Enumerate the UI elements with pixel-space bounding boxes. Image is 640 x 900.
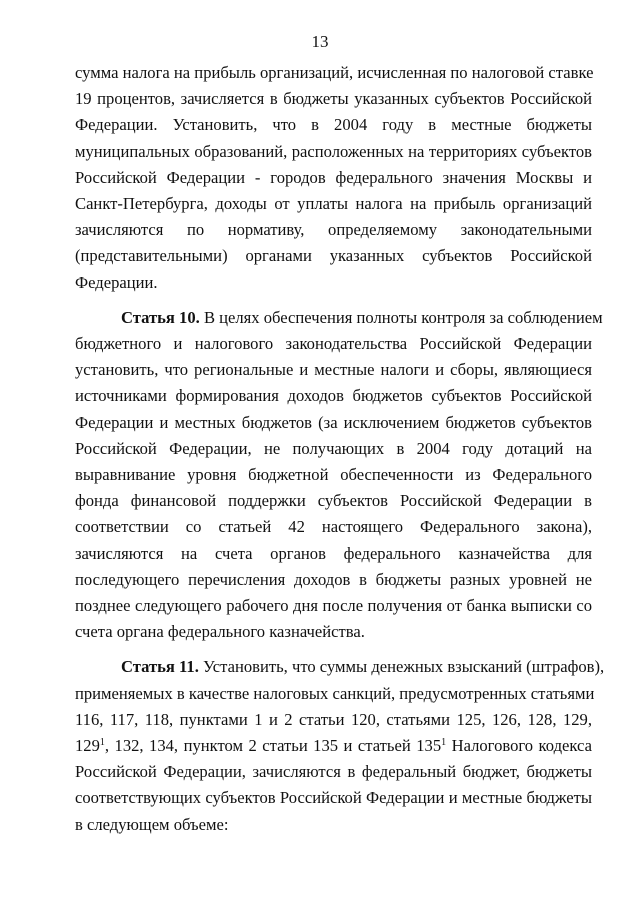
text-line: 116, 117, 118, пунктами 1 и 2 статьи 120, статьями 125, 126, 128, 129, [75,709,592,729]
text-fragment: , 132, 134, пунктом 2 статьи 135 и статьей 135 [104,736,442,756]
text-line: зачисляются по нормативу, определяемому законодательными [75,220,592,240]
superscript: 1 [99,737,105,749]
text-line: Федерации. [75,272,158,292]
text-line: Санкт-Петербурга, доходы от уплаты налога на прибыль организаций [75,194,592,214]
text-line: соответствующих субъектов Российской Федерации и местные бюджеты [75,788,592,808]
article-10-heading: Статья 10. [121,307,200,327]
article-11-first-line [75,654,605,680]
article-11-heading: Статья 11. [121,657,199,677]
text-line: последующего перечисления доходов в бюджеты разных уровней не [75,569,592,589]
text-line: счета органа федерального казначейства. [75,622,365,642]
text-line: Российской Федерации - городов федерального значения Москвы и [75,167,592,187]
text-fragment: 129 [75,736,100,756]
article-11-first-text: Установить, что суммы денежных взысканий (штрафов), [203,657,605,677]
text-line: установить, что региональные и местные налоги и сборы, являющиеся [75,360,592,380]
document-body [75,60,605,838]
text-line: бюджетного и налогового законодательства Российской Федерации [75,334,592,354]
text-fragment: Налогового кодекса [446,736,592,756]
text-line-with-superscripts [75,733,592,759]
text-line: источниками формирования доходов бюджетов субъектов Российской [75,386,592,406]
text-line: сумма налога на прибыль организаций, исчисленная по налоговой ставке [75,63,594,82]
article-10-paragraph [75,305,603,646]
article-10-first-text: В целях обеспечения полноты контроля за соблюдением [203,307,603,327]
text-line: (представительными) органами указанных субъектов Российской [75,246,592,266]
text-line: Российской Федерации, не получающих в 2004 году дотаций на [75,438,592,458]
text-line: позднее следующего рабочего дня после получения от банка выписки со [75,596,592,616]
text-line: в следующем объеме: [75,814,229,834]
text-line: Федерации и местных бюджетов (за исключением бюджетов субъектов [75,412,592,432]
text-line: 19 процентов, зачисляется в бюджеты указанных субъектов Российской [75,89,592,109]
article-10-first-line [75,305,603,331]
article-11-paragraph [75,654,605,837]
text-line: фонда финансовой поддержки субъектов Российской Федерации в [75,491,592,511]
text-line: выравнивание уровня бюджетной обеспеченности из Федерального [75,465,592,485]
page-number: 13 [311,32,329,51]
text-line: муниципальных образований, расположенных на территориях субъектов [75,141,592,161]
text-line: Российской Федерации, зачисляются в федеральный бюджет, бюджеты [75,762,592,782]
text-line: Федерации. Установить, что в 2004 году в местные бюджеты [75,115,592,135]
superscript: 1 [441,737,447,749]
text-line: применяемых в качестве налоговых санкций, предусмотренных статьями [75,683,595,703]
text-line: соответствии со статьей 42 настоящего Федерального закона), [75,517,592,537]
paragraph-continuation [75,60,592,296]
text-line: зачисляются на счета органов федерального казначейства для [75,543,592,563]
